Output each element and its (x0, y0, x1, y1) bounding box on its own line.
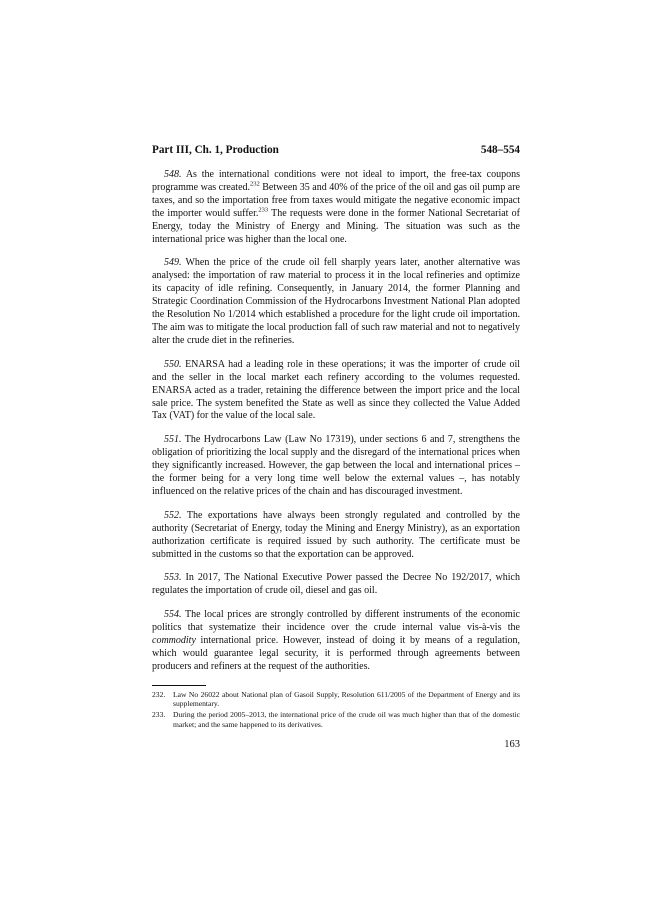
paragraph-553 (152, 572, 520, 598)
paragraph-number: 554. (164, 609, 182, 621)
paragraph-text: ENARSA had a leading role in these operations; it was the importer of crude oil and the seller in the local market each refinery according to the volumes requested. ENARSA acted as a trader, retaining the difference between the import price and the local sale price. The system benefited the State as well as since they collected the Value Added Tax (VAT) for the value of the local sale. (152, 358, 521, 422)
paragraph-text: The exportations have always been strongly regulated and controlled by the authority (Secretariat of Energy, today the Mining and Energy Ministry), as an exportation authorization certificate is required issued by such authority. The certificate must be submitted in the customs so that the exportation can be approved. (152, 509, 520, 560)
paragraph-text: Between 35 and 40% of the price of the oil and gas oil pump are taxes, and so the importation free from taxes would mitigate the negative economic impact the importer would suffer. (152, 181, 520, 219)
paragraph-text: The local prices are strongly controlled by different instruments of the economic politics that systematize their incidence over the crude internal value vis-à-vis the (152, 609, 520, 634)
paragraph-number: 550. (164, 358, 182, 370)
header-chapter-title: Part III, Ch. 1, Production (152, 144, 279, 156)
footnote-number: 233. (152, 710, 166, 719)
footnote-number: 232. (152, 689, 166, 699)
footnote-233 (152, 710, 520, 729)
paragraph-number: 551. (164, 434, 182, 446)
page-number: 163 (504, 739, 520, 751)
paragraph-549 (152, 257, 520, 347)
header-paragraph-range: 548–554 (480, 144, 520, 156)
document-page (152, 143, 520, 750)
paragraph-550 (152, 359, 520, 424)
footnote-divider (152, 685, 206, 686)
footnote-232 (152, 690, 520, 709)
paragraph-551 (152, 434, 520, 499)
paragraph-text: In 2017, The National Executive Power passed the Decree No 192/2017, which regulates the importation of crude oil, diesel and gas oil. (152, 572, 521, 597)
footnote-text: Law No 26022 about National plan of Gasoil Supply, Resolution 611/2005 of the Department of Energy and its supplementary. (173, 689, 520, 709)
paragraph-text: When the price of the crude oil fell sharply years later, another alternative was analysed: the importation of raw material to process it in the local refineries and optimize its capacity of idle refining. Consequently, in January 2014, the former Planning and Strategic Coordination Commission of the Hydrocarbons Investment National Plan adopted the Resolution No 1/2014 which established a procedure for the light crude oil importation. The aim was to mitigate the local production fall of such raw material and not to negatively alter the crude diet in the refineries. (152, 257, 520, 346)
paragraph-number: 549. (164, 257, 182, 269)
paragraph-text: The Hydrocarbons Law (Law No 17319), under sections 6 and 7, strengthens the obligation of prioritizing the local supply and the disregard of the international prices when they significantly increased. However, the gap between the local and international prices – the former being for a very long time well below the external values –, has notably influenced on the relative prices of the chain and has discouraged investment. (152, 434, 520, 497)
footnote-ref-232: 232 (250, 180, 260, 188)
paragraph-number: 548. (164, 169, 182, 180)
paragraph-548 (152, 169, 520, 246)
paragraph-554 (152, 609, 520, 674)
paragraph-text: As the international conditions were not ideal to import, the free-tax coupons programme was created. (152, 169, 520, 193)
paragraph-number: 552. (164, 509, 182, 521)
running-header (152, 143, 520, 157)
footnote-text: During the period 2005–2013, the international price of the crude oil was much higher than that of the domestic market; and the same happened to its derivatives. (173, 710, 520, 729)
footnote-ref-233: 233 (258, 206, 269, 214)
paragraph-number: 553. (164, 572, 182, 584)
paragraph-text: The requests were done in the former National Secretariat of Energy, today the Ministry of Energy and Mining. The situation was such as the international price was higher than the local one. (152, 207, 520, 245)
emphasized-term: commodity (152, 635, 196, 647)
paragraph-text: international price. However, instead of doing it by means of a regulation, which would guarantee legal security, it is performed through agreements between producers and refiners at the request of the authorities. (152, 635, 520, 672)
paragraph-552 (152, 510, 520, 562)
